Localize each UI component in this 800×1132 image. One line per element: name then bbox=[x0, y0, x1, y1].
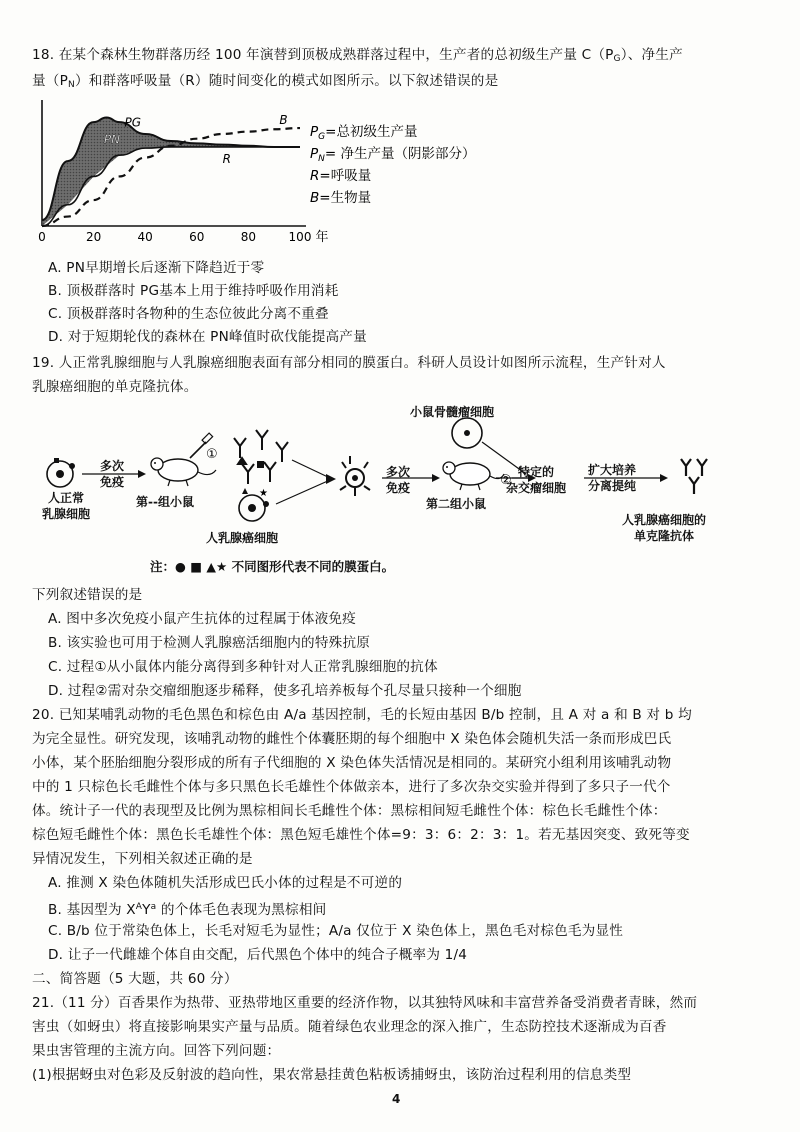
q19-option-a: A. 图中多次免疫小鼠产生抗体的过程属于体液免疫 bbox=[48, 611, 356, 627]
arrow-merge-head bbox=[326, 474, 336, 484]
normal-breast-cell bbox=[47, 458, 75, 487]
q20-line-4: 中的 1 只棕色长毛雌性个体与多只黑色长毛雄性个体做亲本，进行了多次杂交实验并得到了多只子一代个 bbox=[32, 779, 671, 795]
q21-line-1: 21.（11 分）百香果作为热带、亚热带地区重要的经济作物，以其独特风味和丰富营养备受消费者青睐，然而 bbox=[32, 995, 698, 1011]
q20-option-b: B. 基因型为 $X^AY^a$ 的个体毛色表现为黑棕相间 bbox=[48, 902, 327, 918]
cancer-cell bbox=[239, 488, 269, 521]
q21-line-3: 果虫害管理的主流方向。回答下列问题： bbox=[32, 1043, 281, 1059]
x-tick-label: 0 bbox=[38, 230, 46, 244]
mouse-icon bbox=[443, 462, 504, 490]
q18-option-c: C. 顶极群落时各物种的生态位彼此分离不重叠 bbox=[48, 306, 329, 322]
q18-legend bbox=[300, 120, 560, 212]
q19-option-c: C. 过程①从小鼠体内能分离得到多种针对人正常乳腺细胞的抗体 bbox=[48, 659, 438, 675]
section-2-heading: 二、简答题（5 大题，共 60 分） bbox=[32, 971, 238, 987]
q20-option-d: D. 让子一代雌雄个体自由交配，后代黑色个体中的纯合子概率为 1/4 bbox=[48, 947, 468, 963]
q19-question: 下列叙述错误的是 bbox=[32, 587, 143, 603]
arrow-immunize-1-head bbox=[138, 470, 146, 478]
diagram-note: 注：● ■ ▲★ 不同图形代表不同的膜蛋白。 bbox=[150, 559, 395, 574]
label-b: B bbox=[279, 113, 288, 128]
step-2-label: ② bbox=[500, 473, 512, 488]
x-tick-label: 100 bbox=[288, 230, 312, 244]
monoclonal-antibody-icons bbox=[681, 459, 707, 494]
q19-option-b: B. 该实验也可用于检测人乳腺癌活细胞内的特殊抗原 bbox=[48, 635, 371, 651]
arrow-merge-a bbox=[292, 460, 330, 478]
q19-stem-line-1: 19. 人正常乳腺细胞与人乳腺癌细胞表面有部分相同的膜蛋白。科研人员设计如图所示流程，生产针对人 bbox=[32, 355, 666, 371]
arrow-immunize-2-head bbox=[432, 474, 440, 482]
immunize-2-label: 多次 免疫 bbox=[386, 465, 411, 495]
mouse-group-1-label: 第--组小鼠 bbox=[136, 495, 194, 509]
svg-text:★: ★ bbox=[259, 488, 268, 499]
q20-option-a: A. 推测 X 染色体随机失活形成巴氏小体的过程是不可逆的 bbox=[48, 875, 403, 891]
x-axis-label: 年 bbox=[315, 230, 329, 245]
hybridoma-label: 特定的 杂交瘤细胞 bbox=[506, 465, 567, 495]
legend-pg: $P_G=$总初级生产量 bbox=[310, 124, 418, 142]
label-pg: PG bbox=[124, 115, 142, 130]
expand-label: 扩大培养 分离提纯 bbox=[588, 463, 637, 493]
product-label: 人乳腺癌细胞的 单克隆抗体 bbox=[622, 513, 707, 543]
q19-option-d: D. 过程②需对杂交瘤细胞逐步稀释，使多孔培养板每个孔尽量只接种一个细胞 bbox=[48, 683, 522, 699]
q18-stem-line-2: 量$(P_N)$和群落呼吸量（R）随时间变化的模式如图所示。以下叙述错误的是 bbox=[32, 73, 499, 90]
q20-line-6: 棕色短毛雌性个体：黑色长毛雄性个体：黑色短毛雄性个体=9：3：6：2：3：1。若无基因突变、致死等变 bbox=[32, 827, 690, 843]
legend-pn: $P_N=$ 净生产量（阴影部分） bbox=[310, 146, 476, 164]
normal-cell-label: 人正常 乳腺细胞 bbox=[42, 491, 91, 521]
q19-stem-line-2: 乳腺癌细胞的单克隆抗体。 bbox=[32, 379, 198, 395]
q20-line-5: 体。统计子一代的表现型及比例为黑棕相间长毛雌性个体：黑棕相间短毛雌性个体：棕色长毛雌性个体： bbox=[32, 803, 667, 819]
antigen-complex bbox=[340, 456, 370, 496]
mouse-group-2-label: 第二组小鼠 bbox=[426, 497, 487, 511]
q21-line-4: (1)根据蚜虫对色彩及反射波的趋向性，果农常悬挂黄色粘板诱捕蚜虫，该防治过程利用的信息类型 bbox=[32, 1067, 632, 1083]
q20-line-2: 为完全显性。研究发现，该哺乳动物的雌性个体囊胚期的每个细胞中 X 染色体会随机失活一条而形成巴氏 bbox=[32, 731, 672, 747]
step-1-label: ① bbox=[206, 447, 218, 462]
q18-option-d: D. 对于短期轮伐的森林在 PN峰值时砍伐能提高产量 bbox=[48, 329, 367, 345]
page-number: 4 bbox=[392, 1092, 401, 1106]
x-tick-label: 60 bbox=[189, 230, 205, 244]
q20-line-7: 异情况发生，下列相关叙述正确的是 bbox=[32, 851, 253, 867]
myeloma-cell bbox=[452, 418, 482, 448]
x-tick-label: 80 bbox=[240, 230, 257, 244]
antibody-cluster-1 bbox=[234, 430, 288, 484]
q20-line-1: 20. 已知某哺乳动物的毛色黑色和棕色由 A/a 基因控制，毛的长短由基因 B/b 控制，且 A 对 a 和 B 对 b 均 bbox=[32, 707, 692, 723]
label-pn: PN bbox=[103, 132, 121, 147]
arrow-merge-b bbox=[276, 480, 330, 504]
q18-option-b: B. 顶极群落时 PG基本上用于维持呼吸作用消耗 bbox=[48, 283, 339, 299]
q20-line-3: 小体，某个胚胎细胞分裂形成的所有子代细胞的 X 染色体失活情况是相同的。某研究小组利用该哺乳动物 bbox=[32, 755, 672, 771]
q18-option-a: A. PN早期增长后逐渐下降趋近于零 bbox=[48, 260, 265, 276]
legend-b: B=生物量 bbox=[310, 190, 372, 206]
x-tick-label: 20 bbox=[85, 230, 102, 244]
q21-line-2: 害虫（如蚜虫）将直接影响果实产量与品质。随着绿色农业理念的深入推广，生态防控技术逐渐成为百香 bbox=[32, 1019, 667, 1035]
x-tick-label: 40 bbox=[137, 230, 153, 244]
arrow-expand-head bbox=[660, 474, 668, 482]
legend-r: R=呼吸量 bbox=[310, 168, 372, 184]
q18-stem-line-1: 18. 在某个森林生物群落历经 100 年演替到顶极成熟群落过程中，生产者的总初级生产量 $C(P_G)$、净生产 bbox=[32, 47, 683, 64]
label-r: R bbox=[222, 151, 231, 166]
immunize-1-label: 多次 免疫 bbox=[100, 459, 125, 489]
q20-option-c: C. B/b 位于常染色体上，长毛对短毛为显性；A/a 仅位于 X 染色体上，黑色毛对棕色毛为显性 bbox=[48, 923, 624, 939]
cancer-cell-label: 人乳腺癌细胞 bbox=[206, 531, 279, 545]
myeloma-label: 小鼠骨髓瘤细胞 bbox=[410, 405, 495, 419]
